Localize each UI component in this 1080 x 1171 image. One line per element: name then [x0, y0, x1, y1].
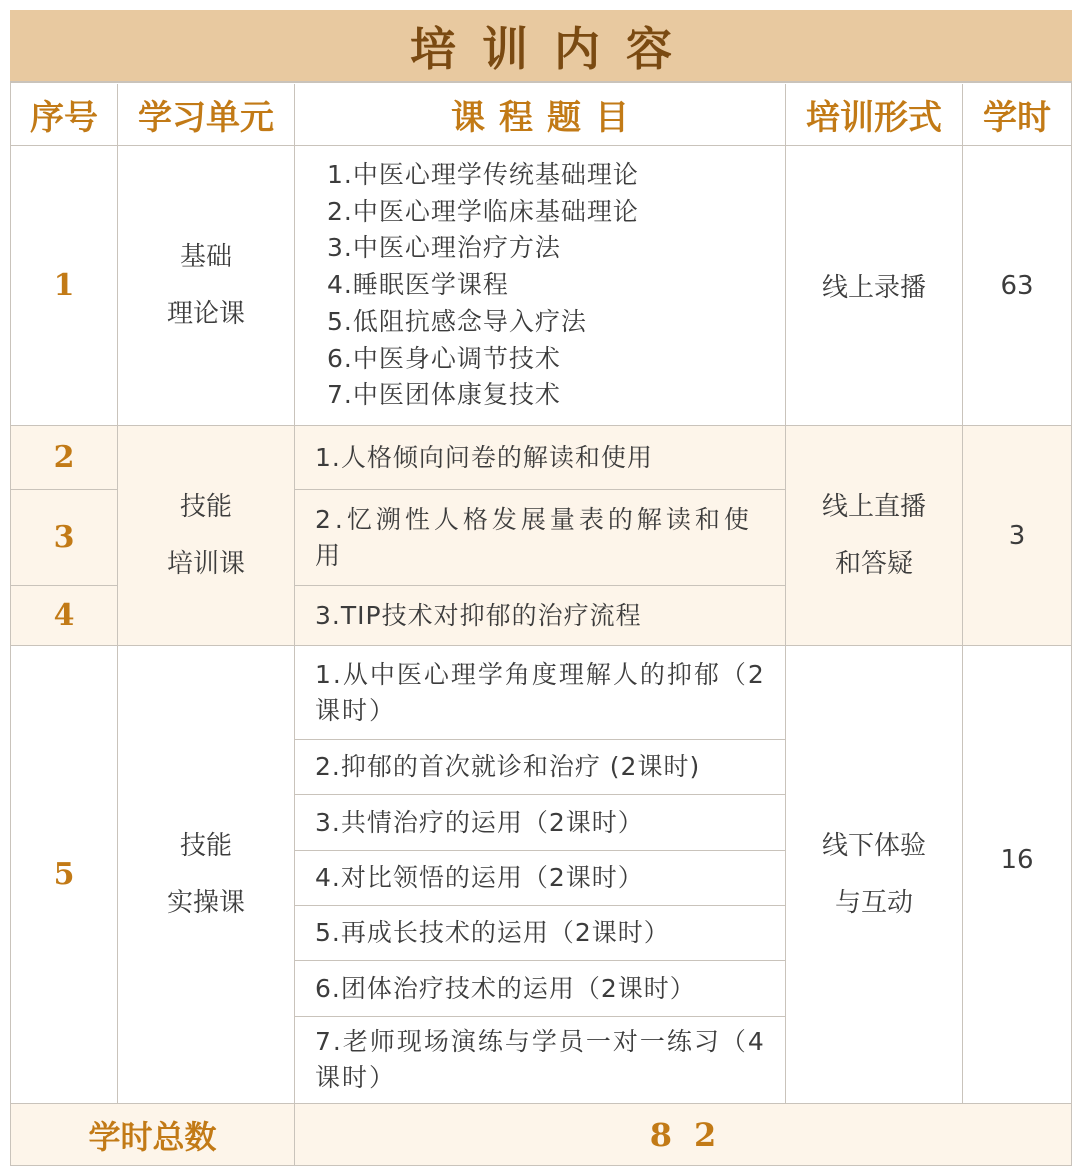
course-item: 5.低阻抗感念导入疗法: [327, 306, 587, 336]
hours-section-1: 63: [1000, 270, 1034, 301]
format-recorded: 线上录播: [821, 273, 926, 303]
total-hours-value: [295, 1104, 1071, 1165]
unit-skill-practice: [118, 646, 294, 1103]
grid-line: [295, 1016, 785, 1017]
row-index-3: 3: [53, 520, 75, 555]
header-format: 培训形式: [806, 98, 942, 138]
total-hours-number: 82: [649, 1115, 739, 1154]
format-offline: [786, 646, 962, 1103]
course-item: 7.老师现场演练与学员一对一练习（4课时）: [315, 1027, 766, 1092]
hours-section-3: 16: [1000, 845, 1034, 875]
header-hours: 学时: [983, 98, 1051, 138]
grid-line: [11, 645, 1071, 646]
course-item: 2.抑郁的首次就诊和治疗 (2课时): [315, 752, 701, 781]
unit-line: 技能: [179, 491, 232, 522]
unit-line: 培训课: [166, 548, 245, 579]
grid-line: [11, 425, 1071, 426]
header-unit: 学习单元: [138, 98, 274, 138]
course-item: 5.再成长技术的运用（2课时）: [315, 918, 670, 947]
grid-line: [11, 145, 1071, 146]
course-item: 1.从中医心理学角度理解人的抑郁（2课时）: [315, 659, 766, 725]
grid-line: [295, 739, 785, 740]
grid-line: [785, 84, 786, 1103]
row-index-4: 4: [53, 598, 75, 633]
format-live: [786, 426, 962, 645]
course-item: 7.中医团体康复技术: [327, 380, 561, 410]
grid-line: [11, 1103, 1071, 1104]
course-item: 3.TIP技术对抑郁的治疗流程: [315, 600, 642, 630]
unit-line: 理论课: [166, 298, 245, 329]
grid-line: [295, 585, 785, 586]
grid-line: [295, 794, 785, 795]
course-item: 3.中医心理治疗方法: [327, 233, 561, 263]
unit-skill-training: [118, 426, 294, 645]
course-item: 1.中医心理学传统基础理论: [327, 160, 639, 190]
course-item: 1.人格倾向问卷的解读和使用: [315, 442, 653, 472]
unit-line: 实操课: [166, 887, 245, 918]
unit-basic-theory: [118, 146, 294, 425]
course-item: 6.团体治疗技术的运用（2课时）: [315, 973, 696, 1003]
course-item: 6.中医身心调节技术: [327, 343, 561, 373]
row-index-5: 5: [53, 857, 75, 892]
grid-line: [11, 489, 117, 490]
row-index-1: 1: [53, 268, 75, 303]
row-index-2: 2: [53, 440, 75, 475]
grid-line: [962, 84, 963, 1103]
grid-line: [295, 489, 785, 490]
format-line: 与互动: [834, 887, 913, 918]
format-line: 和答疑: [834, 548, 913, 579]
course-item: 2.中医心理学临床基础理论: [327, 196, 639, 226]
format-line: 线上直播: [821, 491, 926, 522]
grid-line: [295, 905, 785, 906]
total-hours-label: 学时总数: [11, 1104, 294, 1165]
table-title-bar: [10, 10, 1072, 83]
course-item: 2.忆溯性人格发展量表的解读和使用: [315, 504, 753, 570]
grid-line: [295, 960, 785, 961]
grid-line: [294, 84, 295, 1165]
unit-line: 技能: [179, 830, 232, 861]
course-item: 4.对比领悟的运用（2课时）: [315, 863, 644, 892]
unit-line: 基础: [179, 241, 232, 272]
grid-line: [11, 585, 117, 586]
hours-section-2: 3: [1008, 520, 1026, 551]
table-title: 培训内容: [410, 21, 698, 76]
course-item: 4.睡眠医学课程: [327, 270, 509, 300]
header-index: 序号: [30, 98, 98, 138]
grid-line: [117, 84, 118, 1103]
format-line: 线下体验: [821, 830, 926, 861]
course-item: 3.共情治疗的运用（2课时）: [315, 807, 644, 837]
header-course: 课程题目: [451, 98, 643, 138]
course-list-1: [295, 146, 785, 425]
grid-line: [295, 850, 785, 851]
